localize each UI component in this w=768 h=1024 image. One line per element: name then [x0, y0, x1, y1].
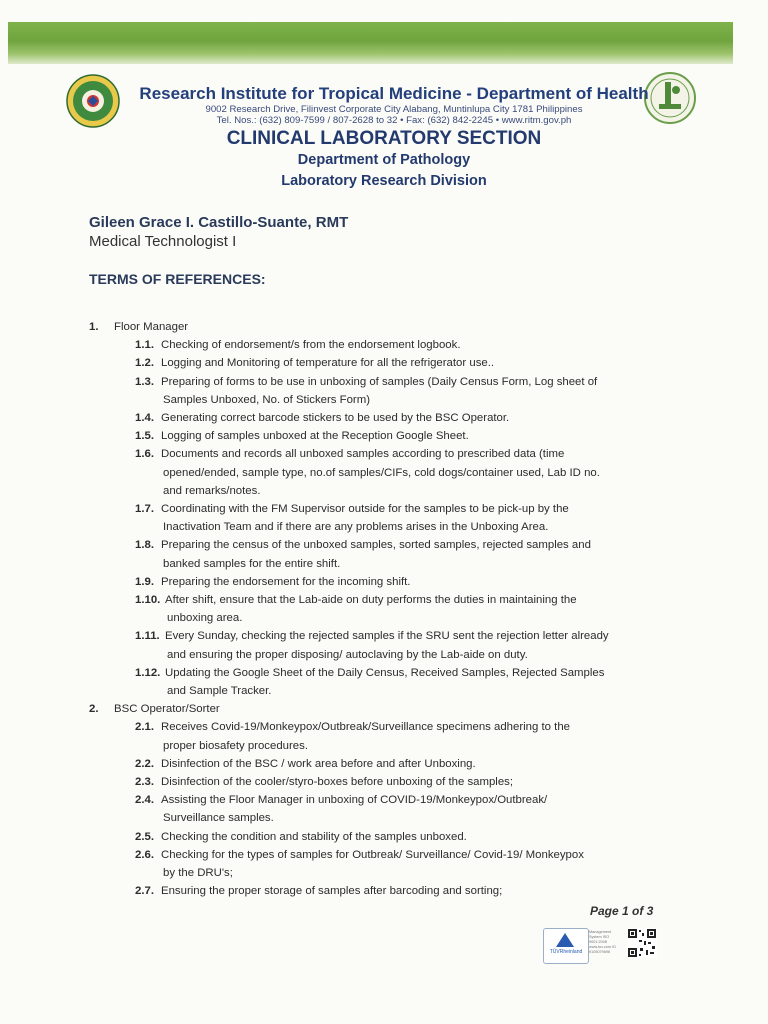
- sub-item-text: Surveillance samples.: [163, 812, 274, 825]
- sub-item-number: 1.7.: [135, 503, 154, 515]
- sub-item-text: Disinfection of the BSC / work area before and after Unboxing.: [161, 757, 476, 770]
- term-number: 1.: [89, 321, 99, 333]
- institute-name: Research Institute for Tropical Medicine - Department of Health: [139, 84, 649, 103]
- sub-item-2-5: [135, 828, 467, 846]
- sub-item-text: Coordinating with the FM Supervisor outside for the samples to be pick-up by the: [161, 503, 569, 515]
- sub-item-text: Ensuring the proper storage of samples after barcoding and sorting;: [161, 885, 503, 898]
- sub-item-2-6: [135, 846, 584, 864]
- sub-item-number: 2.4.: [135, 794, 154, 807]
- term-title: BSC Operator/Sorter: [114, 703, 220, 716]
- sub-item-1-8: [135, 536, 591, 554]
- sub-item-number: 1.8.: [135, 539, 154, 552]
- sub-item-continuation: [167, 682, 271, 700]
- sub-item-1-4: [135, 409, 509, 427]
- sub-item-number: 2.2.: [135, 757, 154, 770]
- sub-item-text: Checking the condition and stability of the samples unboxed.: [161, 830, 467, 843]
- sub-item-text: and ensuring the proper disposing/ autoclaving by the Lab-aide on duty.: [167, 648, 528, 661]
- sub-item-text: Samples Unboxed, No. of Stickers Form): [163, 393, 371, 406]
- sub-item-number: 1.5.: [135, 430, 154, 443]
- person-role: Medical Technologist I: [89, 233, 237, 250]
- sub-item-text: Assisting the Floor Manager in unboxing of COVID-19/Monkeypox/Outbreak/: [161, 794, 548, 807]
- sub-item-1-7: [135, 500, 569, 518]
- sub-item-text: Checking for the types of samples for Outbreak/ Surveillance/ Covid-19/ Monkeypox: [161, 848, 584, 861]
- sub-item-2-7: [135, 882, 502, 900]
- sub-item-continuation: [163, 555, 340, 573]
- sub-item-text: Disinfection of the cooler/styro-boxes before unboxing of the samples;: [161, 776, 514, 788]
- sub-item-2-2: [135, 755, 476, 773]
- sub-item-continuation: [163, 809, 274, 827]
- sub-item-2-1: [135, 718, 570, 736]
- sub-item-number: 1.2.: [135, 357, 154, 370]
- sub-item-number: 2.6.: [135, 848, 154, 861]
- sub-item-text: Inactivation Team and if there are any problems arises in the Unboxing Area.: [163, 521, 549, 534]
- sub-item-text: by the DRU's;: [163, 867, 233, 879]
- institute-address: 9002 Research Drive, Filinvest Corporate City Alabang, Muntinlupa City 1781 Philippines: [205, 104, 583, 115]
- sub-item-2-4: [135, 791, 547, 809]
- institute-contact: Tel. Nos.: (632) 809-7599 / 807-2628 to 32 • Fax: (632) 842-2245 • www.ritm.gov.ph: [216, 115, 572, 126]
- sub-item-text: unboxing area.: [167, 612, 243, 625]
- sub-item-text: banked samples for the entire shift.: [163, 557, 341, 570]
- tor-heading: TERMS OF REFERENCES:: [89, 271, 266, 287]
- qr-code-icon: [627, 928, 657, 958]
- sub-item-number: 2.3.: [135, 776, 154, 788]
- sub-item-text: Documents and records all unboxed samples according to prescribed data (time: [161, 448, 565, 461]
- sub-item-text: Receives Covid-19/Monkeypox/Outbreak/Surveillance specimens adhering to the: [161, 721, 571, 734]
- term-2: [89, 700, 220, 718]
- sub-item-continuation: [163, 464, 600, 482]
- sub-item-text: Logging and Monitoring of temperature for all the refrigerator use..: [161, 357, 495, 370]
- sub-item-1-12: [135, 664, 604, 682]
- sub-item-text: Generating correct barcode stickers to be used by the BSC Operator.: [161, 412, 510, 424]
- tuv-label: TÜVRheinland: [549, 949, 583, 955]
- sub-item-number: 1.1.: [135, 339, 154, 352]
- sub-item-text: and Sample Tracker.: [167, 685, 272, 697]
- section-title: CLINICAL LABORATORY SECTION: [226, 128, 542, 149]
- page-number: Page 1 of 3: [590, 904, 654, 918]
- sub-item-continuation: [163, 482, 261, 500]
- department-name: Department of Pathology: [297, 152, 471, 168]
- sub-item-text: Logging of samples unboxed at the Reception Google Sheet.: [161, 430, 469, 443]
- sub-item-text: Checking of endorsement/s from the endorsement logbook.: [161, 339, 461, 352]
- tuv-certification-badge: [543, 928, 589, 964]
- sub-item-1-2: [135, 354, 494, 372]
- sub-item-1-3: [135, 373, 597, 391]
- sub-item-continuation: [163, 518, 548, 536]
- sub-item-text: Updating the Google Sheet of the Daily Census, Received Samples, Rejected Samples: [165, 666, 605, 679]
- sub-item-number: 2.7.: [135, 885, 154, 898]
- sub-item-text: proper biosafety procedures.: [163, 739, 308, 752]
- sub-item-text: Preparing the census of the unboxed samples, sorted samples, rejected samples and: [161, 539, 591, 552]
- sub-item-2-3: [135, 773, 513, 791]
- sub-item-continuation: [163, 737, 308, 755]
- header-green-bar: [8, 22, 733, 64]
- sub-item-1-11: [135, 627, 609, 645]
- term-title: Floor Manager: [114, 321, 189, 333]
- sub-item-1-6: [135, 445, 564, 463]
- sub-item-number: 1.6.: [135, 448, 154, 461]
- sub-item-number: 1.4.: [135, 412, 154, 424]
- person-name: Gileen Grace I. Castillo-Suante, RMT: [89, 214, 349, 231]
- sub-item-text: opened/ended, sample type, no.of samples/CIFs, cold dogs/container used, Lab ID no.: [163, 466, 600, 479]
- sub-item-1-10: [135, 591, 577, 609]
- sub-item-1-9: [135, 573, 410, 591]
- sub-item-text: After shift, ensure that the Lab-aide on duty performs the duties in maintaining the: [165, 594, 577, 606]
- sub-item-1-1: [135, 336, 461, 354]
- sub-item-text: Preparing the endorsement for the incoming shift.: [161, 575, 411, 588]
- sub-item-1-5: [135, 427, 469, 445]
- sub-item-number: 1.11.: [135, 630, 160, 643]
- tuv-cert-text: Management System ISO 9001:2008 www.tuv.com ID 9105079696: [589, 930, 616, 954]
- sub-item-text: Preparing of forms to be use in unboxing of samples (Daily Census Form, Log sheet of: [161, 375, 598, 388]
- sub-item-number: 1.3.: [135, 375, 154, 388]
- sub-item-number: 1.12.: [135, 666, 161, 679]
- sub-item-continuation: [167, 646, 528, 664]
- sub-item-text: and remarks/notes.: [163, 484, 261, 497]
- sub-item-continuation: [163, 864, 233, 882]
- sub-item-number: 2.5.: [135, 830, 154, 843]
- sub-item-number: 1.10.: [135, 594, 161, 606]
- sub-item-text: Every Sunday, checking the rejected samples if the SRU sent the rejection letter already: [165, 630, 609, 643]
- division-name: Laboratory Research Division: [281, 173, 487, 189]
- sub-item-number: 1.9.: [135, 575, 154, 588]
- sub-item-number: 2.1.: [135, 721, 154, 734]
- tuv-triangle-icon: [556, 933, 574, 947]
- sub-item-continuation: [167, 609, 242, 627]
- term-number: 2.: [89, 703, 99, 716]
- term-1: [89, 318, 188, 336]
- sub-item-continuation: [163, 391, 370, 409]
